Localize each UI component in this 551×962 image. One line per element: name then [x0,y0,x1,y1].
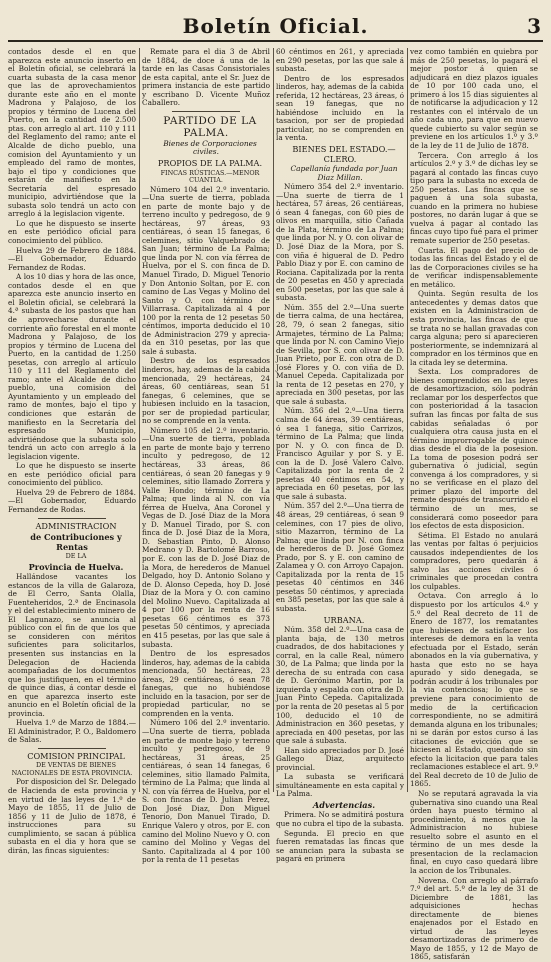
paragraph: Quinta. Según resulta de los antecedentes y demas datos que existen en la Administracion de esta provincia, las fincas de que se trata no se hallan gravadas con carga alguna; pero si aparecieren posteriormente, se indemnizará al comprador en los términos que en la citada ley se determina. [410,289,538,367]
paragraph: Núm. 358 del 2.º—Una casa de planta baja, de 130 metros cuadrados, de dos habitaciones y corral, en la calle Real, número 30, de La Palma; que linda por la derecha de su entrada con casa de D. Gerónimo Martin, por la izquierda y espalda con otra de D. Juan Pinto Cepeda. Capitalizada por la renta de 20 pesetas al 5 por 100, deducido el 10 de Administracion en 360 pesetas, y apreciada en 400 pesetas, por las que sale á subasta. [276,625,404,746]
paragraph: Número 104 del 2.º inventario.—Una suerte de tierra, poblada en parte de monte bajo y de terreno inculto y pedregoso, de 9 hectáreas, 97 áreas, 93 centiáreas, ó sean 15 fanegas, 6 celemines, sitio Valquebrado de San Juan; término de La Palma; que linda por N. con vía férrea de Huelva, por el S. con finca de D. Manuel Tirado, D. Miguel Tenorio y Don Antonio Soltan, por E. con camino de Las Vegas y Molino del Santo y O. con término de Villarrasa. Capitalizada al 4 por 100 por la renta de 12 pesetas 50 céntimos, importa deducido el 10 de Administracion 279 y apreciada en 310 pesetas, por las que sale á subasta. [142,184,270,356]
section-subheading: FINCAS RÚSTICAS.—MENOR CUANTIA. [160,168,260,185]
section-heading: Advertencias. [312,799,376,810]
section-heading: Provincia de Huelva. [28,561,124,572]
column-1 [8,47,136,855]
signature: Huelva 1.º de Marzo de 1884.—El Administrador, P. O., Baldomero de Salas. [8,718,136,745]
paragraph: Número 106 del 2.º inventario.—Una suerte de tierra, poblada en parte de monte bajo y terreno inculto y pedregoso, de 9 hectáreas, 31 áreas, 25 centiáreas, ó sean 14 fanegas, 6 celemines, sitio llamado Palmita, término de La Palma; que linda al N. con vía férrea de Huelva, por el S. con fincas de D. Julian Perez, Don José Diaz, Don Miguel Tenorio, Don Manuel Tirado, D. Enrique Valero y otros, por E. con camino del Molino Nuevo y O. con camino del Molino y Vegas del Santo. Capitalizada al 4 por 100 por la renta de 11 pesetas [142,718,270,865]
section-heading: PROPIOS DE LA PALMA. [157,158,263,169]
paragraph: Núm. 356 del 2.º—Una tierra calma de 64 áreas, 39 centiáreas, ó sea 1 fanega, sitio Carrizos, término de La Palma; que linda por N. y O. con finca de D. Francisco Aguilar y por S. y E. con la de D. José Valero Calvo. Capitalizada por la renta de 2 pesetas 40 céntimos en 54, y apreciada en 60 pesetas, por las que sale á subasta. [276,406,404,501]
paragraph: vez como también en quiebra por más de 250 pesetas, lo pagará el mejor postor á quien se adjudicará en diez plazos iguales de 10 por 100 cada uno, el primero á los 15 dias siguientes al de notificarse la adjudicacion y 12 restantes con el intérvalo de un año cada uno, para que en nuevo quede cubierto su valor según se previene en los artículos 1.º y 3.º de la ley de 11 de Julio de 1878. [410,47,538,151]
paragraph: Cuarta. El pago del precio de todas las fincas del Estado y el de las de Corporaciones civiles se ha de verificar indispensablemente en metálico. [410,245,538,289]
paragraph: Han sido apreciados por D. José Gallego Diaz, arquitecto provincial. [276,745,404,772]
signature: Huelva 29 de Febrero de 1884.—El Gobernador, Eduardo Fernandez de Rodas. [8,245,136,272]
column-3 [276,47,404,864]
signature: Huelva 29 de Febrero de 1884.—El Gobernador, Eduardo Fernandez de Rodas. [8,487,136,514]
section-heading: PARTIDO DE LA PALMA. [163,114,257,139]
paragraph: Lo que he dispuesto se inserte en este periódico oficial para conocimiento del público. [8,218,136,246]
paragraph: Destro de los espresados linderos, hay, ademas de la cabida mencionada, 29 hectáreas, 24 áreas, 60 centiáreas, sean 51 fanegas, 6 celemines, que se hubiesen incluido en la tasacion, por ser de propiedad particular, no se comprende en la venta. [142,356,270,426]
paragraph: Remate para el dia 3 de Abril de 1884, de doce á una de la tarde en las Casas Consistoriales de esta capital, ante el Sr. Juez de primera instancia de este partido y escribano D. Vicente Muñoz Caballero. [142,47,270,108]
paragraph: Número 105 del 2.º inventario.—Una suerte de tierra, poblada en parte de monte bajo y terreno inculto y pedregoso, de 12 hectáreas, 33 áreas, 86 centiáreas, ó sean 20 fanegas y 9 celemines, sitio llamado Zorrera y Valle Hondo; término de La Palma; que linda al N. con vía férrea de Huelva, Ana Coronel y Vegas de D. José Diaz de la Mora y D. Manuel Tirado, por S. con finca de D. José Diaz de la Mora, D. Sebastian Pinto, D. Alonso Medrano y D. Bartolomé Barroso, por E. con las de D. José Diaz de la Mora, de herederos de Manuel Delgado, hoy D. Antonio Solano y de D. Alonso Cepeda, hoy D. José Diaz de la Mora y O. con camino del Molino Nuevo. Capitalizada al 4 por 100 por la renta de 16 pesetas 66 céntimos es 373 pesetas 50 céntimos, y apreciada en 415 pesetas, por las que sale á subasta. [142,425,270,649]
section-subheading: Bienes de Corporaciones civiles. [163,138,257,157]
paragraph: No se reputará agravada la via gubernativa sino cuando una Real órden haya puesto término al procedimiento, á menos que la Administracion no hubiese resuelto sobre el asunto en el término de un mes desde la presentacion de la reclamacion final, en cuyo caso quedará libre la accion de los Tribunales. [410,789,538,875]
divider [38,518,106,519]
paragraph: Dentro de los espresados linderos, hay, ademas de la cabida mencionada, 50 hectáreas, 23 áreas, 29 centiáreas, ó sean 78 fanegas, que no hubiéndose incluido en la tasacion, por ser de propiedad particular, no se comprenden en la venta. [142,649,270,718]
paragraph: 60 céntimos en 261, y apreciada en 290 pesetas, por las que sale á subasta. [276,47,404,74]
paragraph: Núm. 355 del 2.º—Una suerte de tierra calma, de una hectárea, 28, 79, ó sean 2 fanegas, sitio Armajetes, término de La Palma; que linda por N. con Camino Viejo de Sevilla, por S. con olivar de D. Juan Prieto, por E. con otra de D. José Flores y O. con viña de D. Manuel Cepeda. Capitalizada por la renta de 12 pesetas en 270, y apreciada en 300 pesetas, por las que sale á subasta. [276,302,404,406]
paragraph: Dentro de los espresados linderos, hay, ademas de la cabida referida, 12 hectáreas, 23 áreas, ó sean 19 fanegas, que no habiéndose incluido en la tasacion, por ser de propiedad particular, no se comprenden en la venta. [276,73,404,143]
column-2 [142,47,270,865]
paragraph: A los 10 dias y hora de las once, contados desde el en que aparezca este anuncio inserto en el Boletin oficial, se celebrará la 4.ª subasta de los pastos que han de aprovecharse durante el corriente año forestal en el monte Madrona y Palajoso, de los propios y término de Lucena del Puerto, en la cantidad de 1.250 pesetas, con arreglo al artículo 110 y 111 del Reglamento del ramo; ante el Alcalde de dicho pueblo, una comision del Ayuntamiento y un empleado del ramo de montes, bajo el tipo y condiciones que estarán de manifiesto en la Secretaría del espresado Municipio, advirtiéndose que la subasta solo tendrá un acto con arreglo á la legislacion vigente. [8,272,136,461]
section-subheading: Capellanía fundada por Juan Diaz Millan. [290,164,398,182]
paragraph: contados desde el en que aparezca este anuncio inserto en el Boletín oficial, se celebrará la cuarta subasta de la casa menor que las de aprovechamientos durante este año en el monte Madrona y Palajoso, de los propios y término de Lucena del Puerto, en la cantidad de 2.500 ptas. con arreglo al art. 110 y 111 del Reglamento del ramo; ante el Alcalde de dicho pueblo, una comision del Ayuntamiento y un empleado del ramo de montes, bajo el tipo y condiciones que estarán de manifiesto en la Secretaría del espresado municipio, advirtiéndose que la subasta solo tendrá un acto con arreglo á la legislacion vigente. [8,47,136,219]
column-4 [410,47,538,962]
masthead [8,14,543,42]
paragraph: Tercera. Con arreglo á los artículos 2.º y 3.º de dichas ley se pagará al contado las fincas cuyo tipo para la subasta no exceda de 250 pesetas. Las fincas que se paguen á una sola subasta, cuando en la primera no hubiese postores, no darán lugar á que se vuelva á pagar al contado las fincas cuyo tipo fué para el primer remate superior de 250 pesetas. [410,150,538,246]
paragraph: Hallándose vacantes los estancos de la villa de Galaroza, de El Cerro, Santa Olalla, Fuenteheridos, 2.ª de Encinasola y el del establecimiento minero de El Lagunazo, se anuncia al público con el fin de que los que se consideren con méritos suficientes para solicitarlos, presenten sus instancias en la Delegacion de Hacienda acompañadas de los documentos que los justifiquen, en el término de quince dias, á contar desde el en que aparezca inserto este anuncio en el Boletín oficial de la provincia. [8,572,136,718]
column-rule [407,48,408,792]
section-subheading: DE VENTAS DE BIENES NACIONALES DE ESTA PROVINCIA. [11,761,133,777]
column-rule [139,48,140,792]
section-heading: de Contribuciones y Rentas [30,532,122,552]
section-heading: URBANA. [323,614,365,625]
divider [38,748,106,749]
section-heading: DE LA [65,552,87,561]
paragraph: Sexta. Los compradores de bienes comprendidos en las leyes de desamortizacion, sólo podrán reclamar por los desperfectos que con posterioridad á la tasacion sufran las fincas por falta de sus cabidas señaladas ó por cualquiera otra causa justa en el término improrrogable de quince dias desde el dia de la posesion. La toma de posesion podrá ser gubernativa ó judicial, según convenga á los compradores, y si no se verificase en el plazo del primer plazo del importe del remate después de transcurrido el término de un mes, se considerará como poseedor para los efectos de esta disposicion. [410,367,538,531]
paragraph: Segunda. El precio en que fueren rematadas las fincas que se anuncian para la subasta se pagará en primera [276,828,404,864]
paragraph: Por disposicion del Sr. Delegado de Hacienda de esta provincia y en virtud de las leyes de 1.º de Mayo de 1855, 11 de Julio de 1856 y 11 de Julio de 1878, é instrucciones para su cumplimiento, se sacan á pública subasta en el dia y hora que se dirán, las fincas siguientes: [8,777,136,855]
paragraph: Novena. Con arreglo al párrafo 7.º del art. 5.º de la ley de 31 de Diciembre de 1881, las adquisiciones hechas directamente de bienes enajenados por el Estado en virtud de las leyes desamortizadoras de primero de Mayo de 1855, y 12 de Mayo de 1865, satisfarán [410,875,538,962]
column-rule [273,48,274,792]
divider [172,111,240,112]
paragraph: Octava. Con arreglo á lo dispuesto por los artículos 4.º y 5.º del Real decreto de 11 de Enero de 1877, los rematantes que hubiesen de satisfacer los intereses de demora en la venta efectuada por el Estado, serán abonados en la vía gubernativa, y hasta que esto no se haya apurado y sido denegada, se podrán acudir á los tribunales por la via contenciosa; lo que se previene para conocimiento de medio de la certificacion correspondiente, no se admitirá demanda alguna en los tribunales; ni se darán por estos curso á las citaciones de evicción que se hiciesen al Estado, quedando sin efecto la licitacion que para tales reclamaciones establece el art. 9.º del Real decreto de 10 de Julio de 1865. [410,591,538,789]
paragraph: Número 354 del 2.º inventario.—Una suerte de tierra de 1 hectárea, 57 áreas, 26 centiáreas, ó sean 4 fanegas, con 60 pies de olivos en marquilla, sitio Cañada de la Plata, término de La Palma; que linda por N. y O. con olivar de D. José Diaz de la Mora, por S. con viña é higueral de D. Pedro Pablo Diaz y por E. con camino de Rociana. Capitalizada por la renta de 20 pesetas en 450 y apreciada en 500 pesetas, por las que sale á subasta. [276,182,404,303]
section-heading: BIENES DEL ESTADO.—CLERO. [292,144,396,164]
section-heading: ADMINISTRACION [35,520,117,531]
paragraph: Lo que he dispuesto se inserte en este periódico oficial para conocimiento del público. [8,461,136,488]
newspaper-title: Boletín Oficial. [182,14,369,38]
paragraph: Sétima. El Estado no anulará las ventas por faltas ó perjuicios causados independientes de los compradores, pero quedarán á salvo las acciones civiles ó criminales que procedan contra los culpables. [410,530,538,591]
paragraph: Primera. No se admitirá postura que no cubra el tipo de la subasta. [276,810,404,829]
columns [8,47,543,962]
section-heading: COMISION PRINCIPAL [27,750,125,761]
paragraph: Núm. 357 del 2.º—Una tierra de 48 áreas, 29 centiáreas, ó sean 9 celemines, con 17 pies de olivo, sitio Mazarron, término de La Palma; que linda por N. con finca de herederos de D. José Gomez Prado, por S. y E. con camino de Zalamea y O. con Arroyo Capajon. Capitalizada por la renta de 15 pesetas 40 céntimos en 346 pesetas 50 céntimos, y apreciada en 385 pesetas, por las que sale á subasta. [276,501,404,613]
paragraph: La subasta se verificará simultáneamente en esta capital y La Palma. [276,772,404,799]
page-number: 3 [527,14,541,38]
